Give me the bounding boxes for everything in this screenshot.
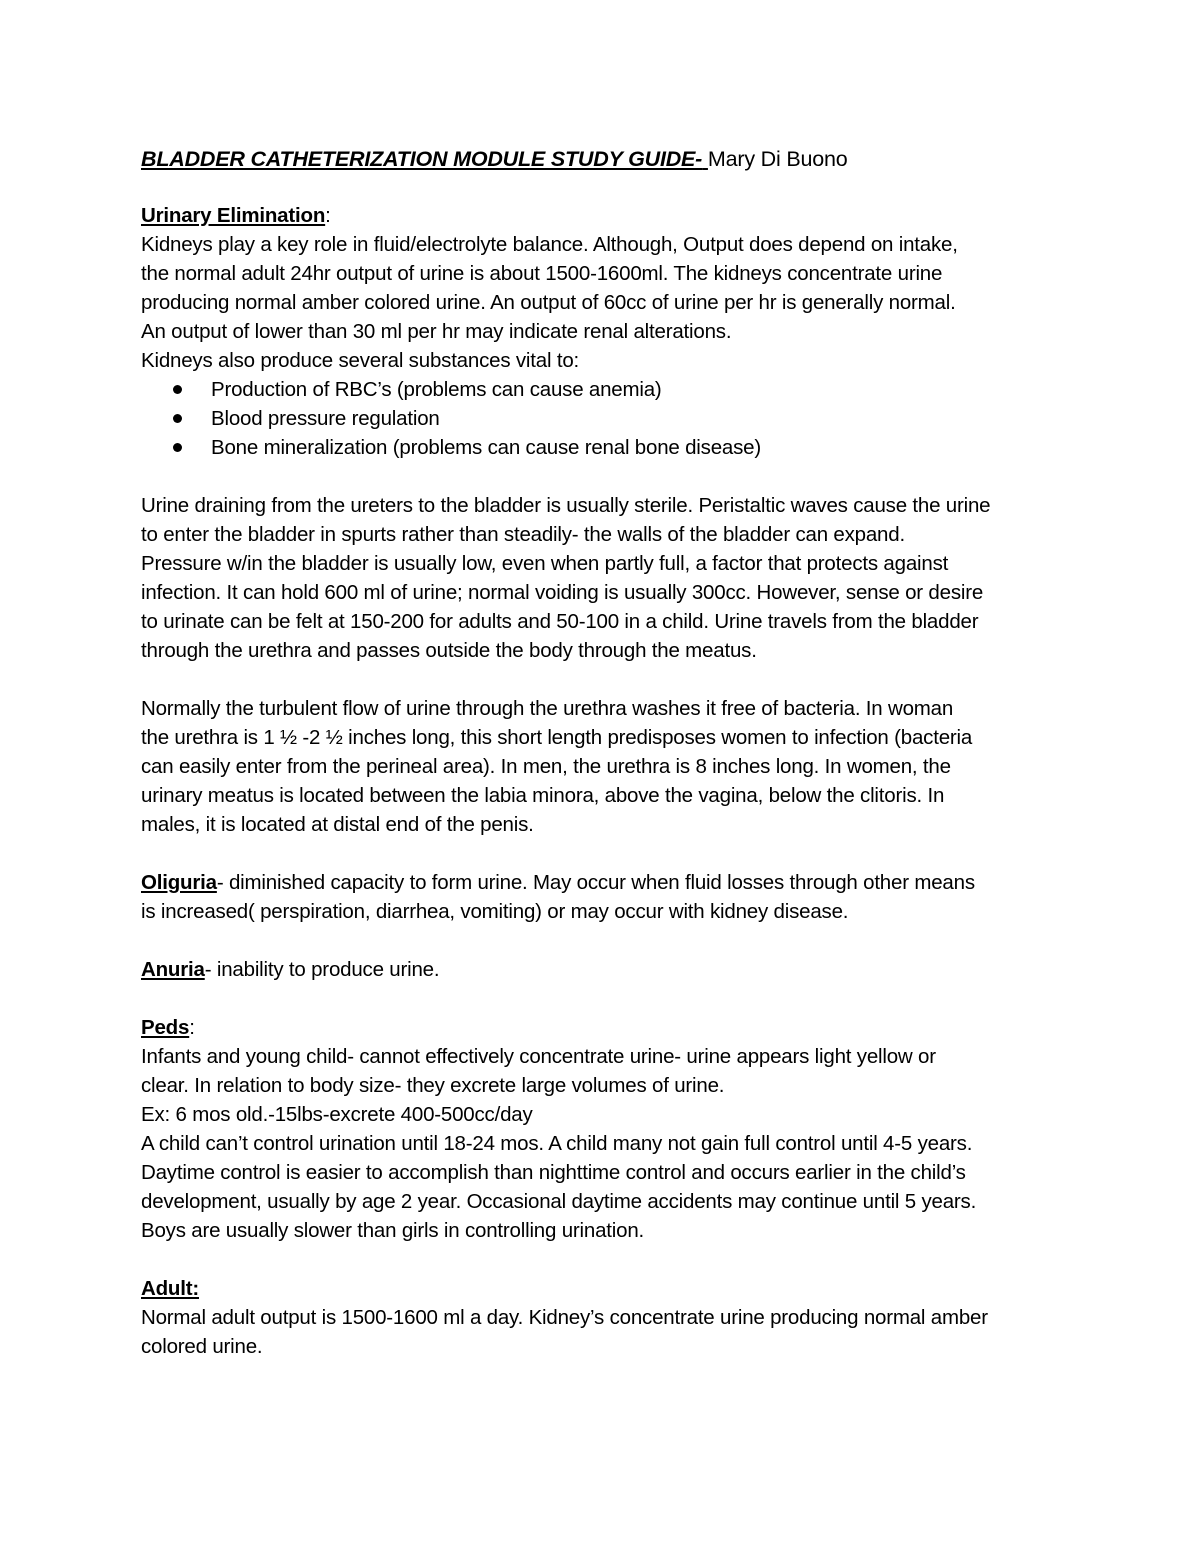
- body-line: Infants and young child- cannot effectively concentrate urine- urine appears light yellow or: [141, 1045, 936, 1068]
- body-line: to enter the bladder in spurts rather than steadily- the walls of the bladder can expand.: [141, 523, 905, 546]
- oliguria-line-1: [141, 868, 1071, 897]
- body-line: urinary meatus is located between the labia minora, above the vagina, below the clitoris. In: [141, 784, 945, 807]
- body-line: Kidneys also produce several substances vital to:: [141, 349, 580, 372]
- peds-colon: :: [189, 1016, 195, 1039]
- oliguria-term: Oliguria: [141, 871, 217, 894]
- list-item: [141, 404, 1071, 433]
- bullet-icon: [173, 385, 182, 394]
- spacer: [141, 984, 1071, 1013]
- adult-heading: Adult:: [141, 1277, 199, 1300]
- document-page: [141, 142, 1071, 1361]
- anuria-term: Anuria: [141, 958, 205, 981]
- body-line: Kidneys play a key role in fluid/electrolyte balance. Although, Output does depend on intake,: [141, 233, 958, 256]
- body-line: Ex: 6 mos old.-15lbs-excrete 400-500cc/day: [141, 1103, 533, 1126]
- section-adult: [141, 1274, 1071, 1361]
- urinary-elimination-colon: :: [325, 204, 331, 227]
- bullet-list: [141, 375, 1071, 462]
- urinary-elimination-heading: Urinary Elimination: [141, 204, 326, 227]
- section-anuria: [141, 955, 1071, 984]
- paragraph-urethra: [141, 694, 1071, 839]
- body-line: the urethra is 1 ½ -2 ½ inches long, this short length predisposes women to infection (bacteria: [141, 726, 973, 749]
- body-line: is increased( perspiration, diarrhea, vomiting) or may occur with kidney disease.: [141, 900, 849, 923]
- anuria-definition: - inability to produce urine.: [204, 958, 440, 981]
- bullet-icon: [173, 414, 182, 423]
- spacer: [141, 839, 1071, 868]
- anuria-line: [141, 955, 1071, 984]
- paragraph-ureters: [141, 491, 1071, 665]
- list-item-text: Blood pressure regulation: [211, 407, 440, 430]
- urinary-elimination-heading-line: [141, 201, 1071, 230]
- adult-heading-line: [141, 1274, 1071, 1303]
- spacer: [141, 665, 1071, 694]
- body-line: can easily enter from the perineal area). In men, the urethra is 8 inches long. In women, the: [141, 755, 951, 778]
- bullet-icon: [173, 443, 182, 452]
- body-line: colored urine.: [141, 1335, 263, 1358]
- body-line: males, it is located at distal end of the penis.: [141, 813, 534, 836]
- body-line: the normal adult 24hr output of urine is about 1500-1600ml. The kidneys concentrate urine: [141, 262, 943, 285]
- section-peds: [141, 1013, 1071, 1245]
- oliguria-definition: - diminished capacity to form urine. May occur when fluid losses through other means: [216, 871, 975, 894]
- title-author: Mary Di Buono: [707, 147, 848, 171]
- body-line: Urine draining from the ureters to the bladder is usually sterile. Peristaltic waves cause the urine: [141, 494, 991, 517]
- spacer: [141, 926, 1071, 955]
- list-item-text: Bone mineralization (problems can cause renal bone disease): [211, 436, 761, 459]
- body-line: Normal adult output is 1500-1600 ml a day. Kidney’s concentrate urine producing normal amber: [141, 1306, 988, 1329]
- peds-heading-line: [141, 1013, 1071, 1042]
- spacer: [141, 462, 1071, 491]
- body-line: through the urethra and passes outside the body through the meatus.: [141, 639, 757, 662]
- body-line: development, usually by age 2 year. Occasional daytime accidents may continue until 5 years.: [141, 1190, 977, 1213]
- body-line: producing normal amber colored urine. An output of 60cc of urine per hr is generally normal.: [141, 291, 956, 314]
- list-item-text: Production of RBC’s (problems can cause anemia): [211, 378, 662, 401]
- body-line: An output of lower than 30 ml per hr may indicate renal alterations.: [141, 320, 732, 343]
- body-line: to urinate can be felt at 150-200 for adults and 50-100 in a child. Urine travels from the bladder: [141, 610, 979, 633]
- list-item: [141, 433, 1071, 462]
- body-line: Daytime control is easier to accomplish than nighttime control and occurs earlier in the child’s: [141, 1161, 966, 1184]
- list-item: [141, 375, 1071, 404]
- body-line: A child can’t control urination until 18-24 mos. A child many not gain full control until 4-5 years.: [141, 1132, 973, 1155]
- document-title: [141, 142, 1071, 176]
- body-line: Normally the turbulent flow of urine through the urethra washes it free of bacteria. In woman: [141, 697, 954, 720]
- spacer: [141, 1245, 1071, 1274]
- body-line: infection. It can hold 600 ml of urine; normal voiding is usually 300cc. However, sense or desire: [141, 581, 984, 604]
- section-oliguria: [141, 868, 1071, 926]
- body-line: clear. In relation to body size- they excrete large volumes of urine.: [141, 1074, 725, 1097]
- peds-heading: Peds: [141, 1016, 190, 1039]
- title-main: BLADDER CATHETERIZATION MODULE STUDY GUIDE-: [141, 147, 703, 171]
- body-line: Boys are usually slower than girls in controlling urination.: [141, 1219, 645, 1242]
- section-urinary-elimination: [141, 201, 1071, 462]
- body-line: Pressure w/in the bladder is usually low, even when partly full, a factor that protects against: [141, 552, 949, 575]
